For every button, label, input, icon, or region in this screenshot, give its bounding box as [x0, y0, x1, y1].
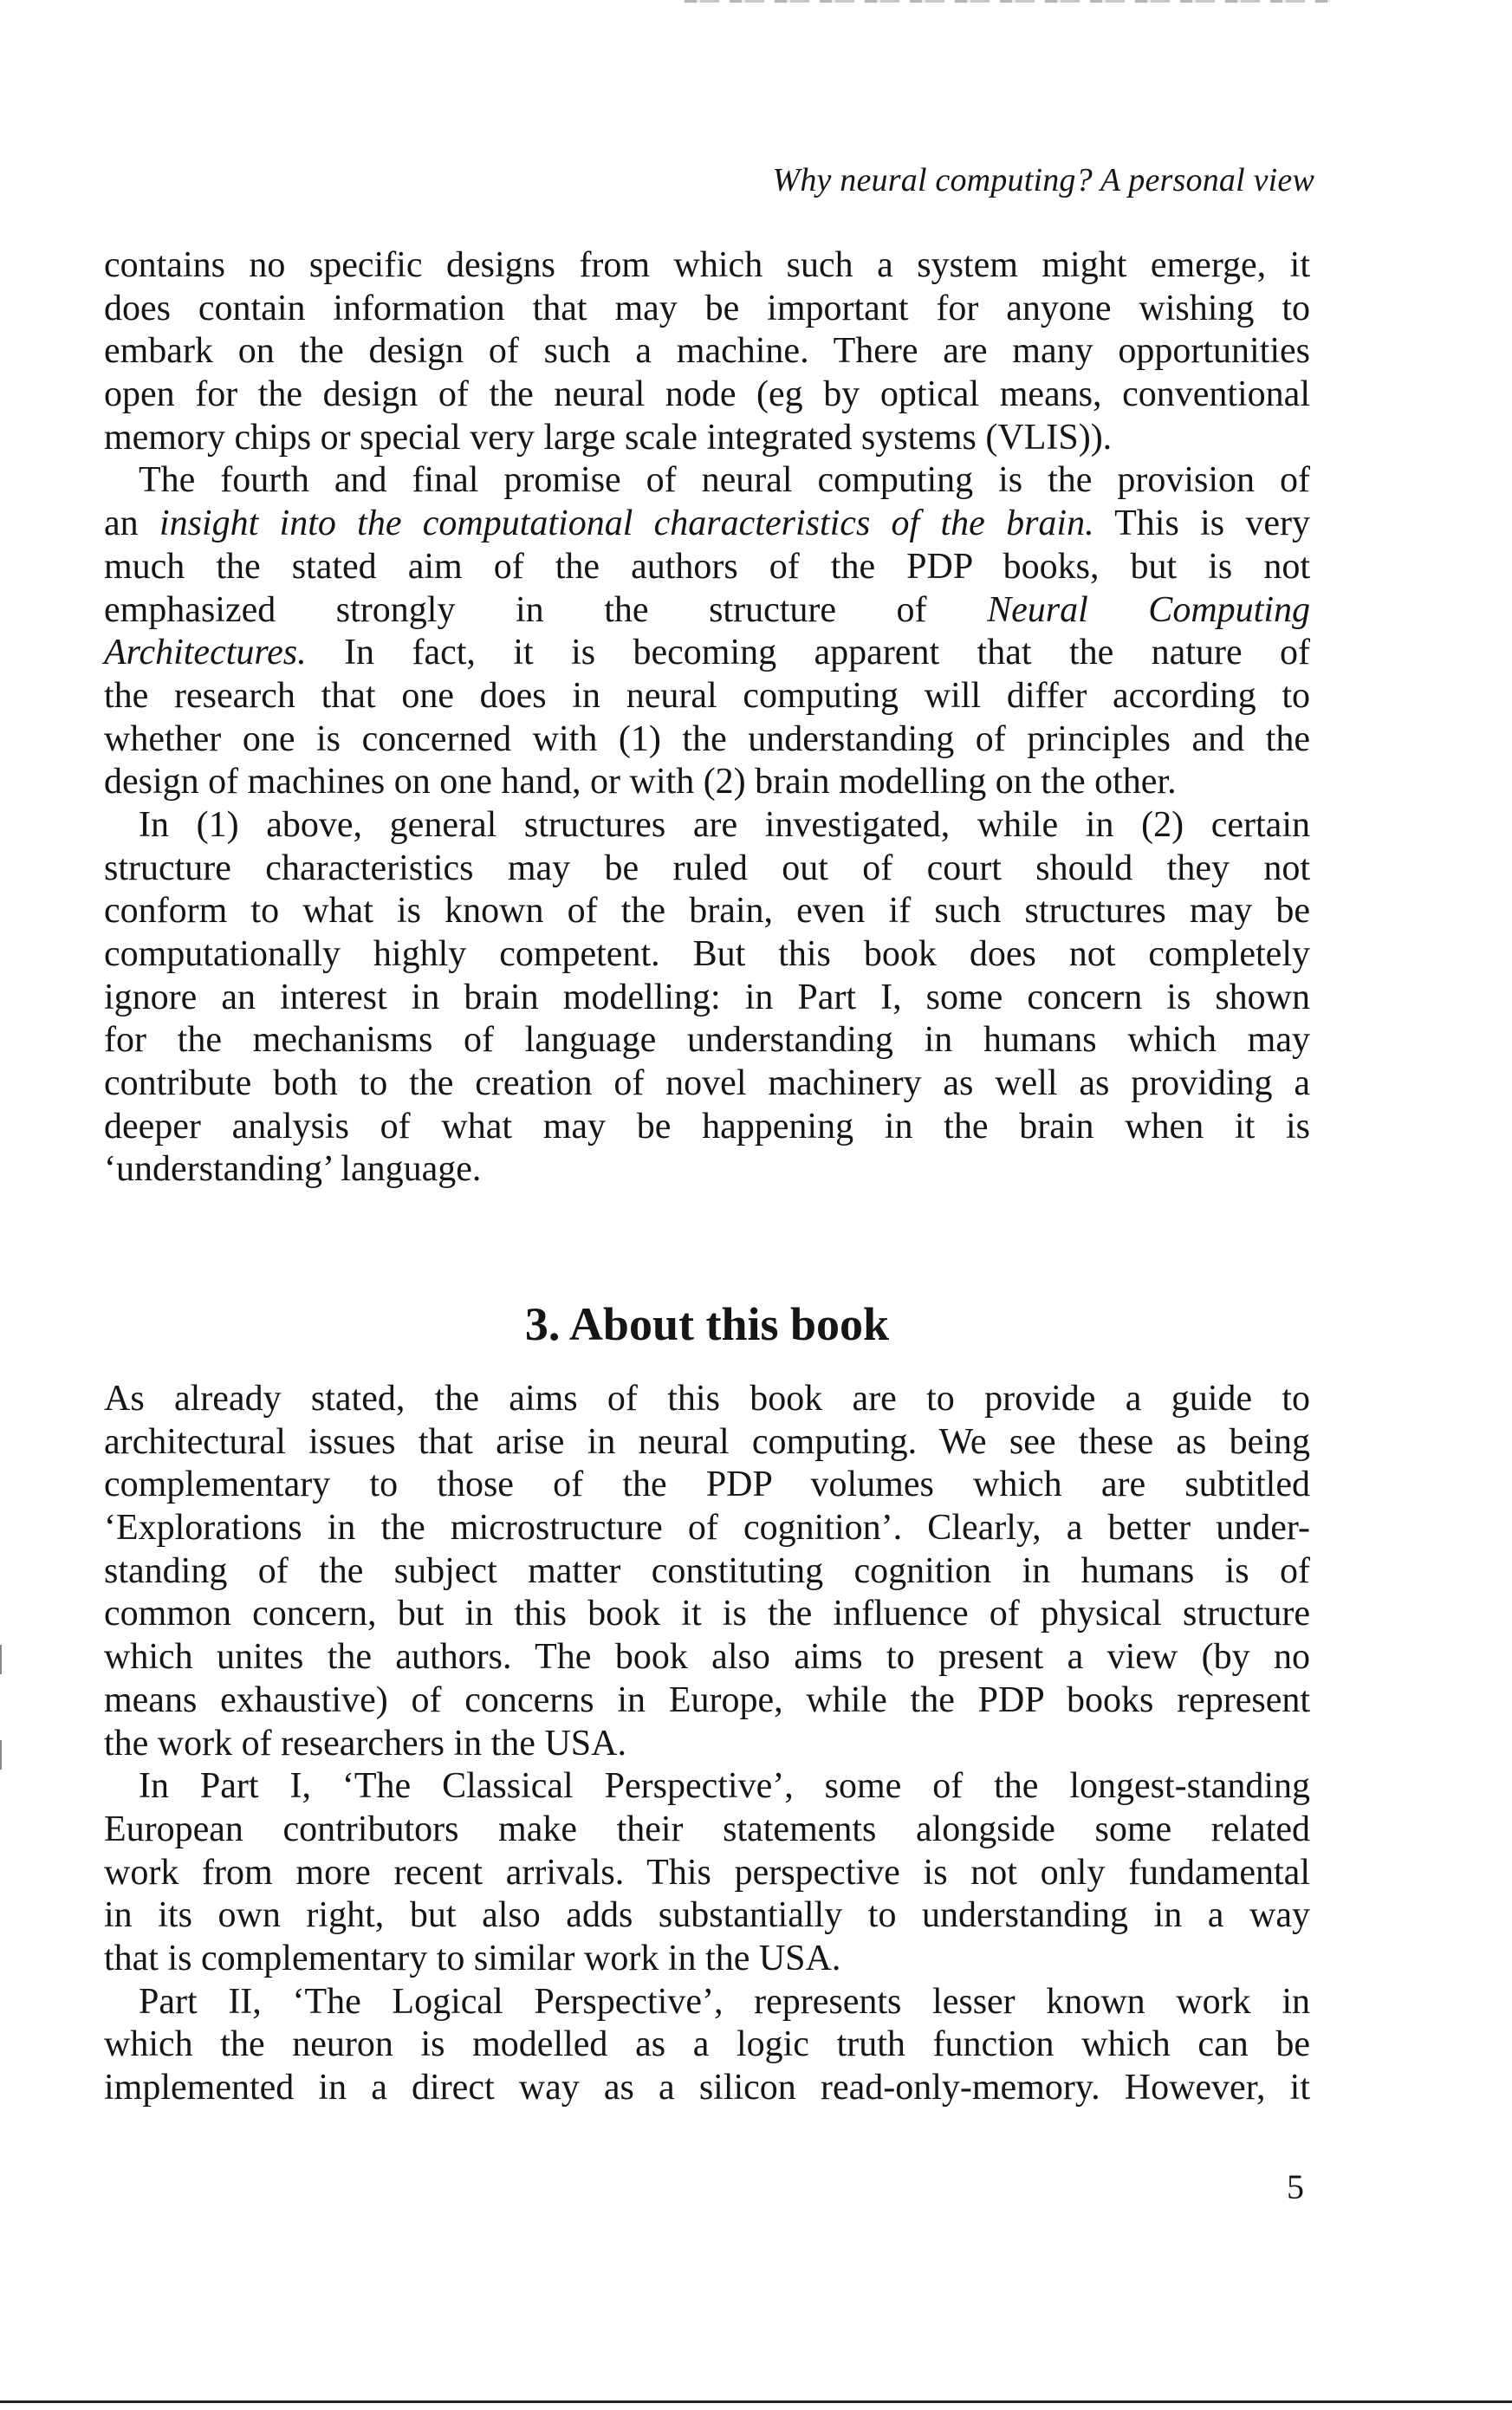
text-segment: In fact, it is becoming apparent that the nature of — [306, 633, 1310, 673]
text-line: work from more recent arrivals. This perspective is not only fundamental — [104, 1852, 1310, 1893]
text-line: whether one is concerned with (1) the understanding of principles and the — [104, 718, 1310, 759]
text-line: complementary to those of the PDP volumes which are subtitled — [104, 1465, 1310, 1505]
text-block-continuation — [104, 244, 1310, 1192]
section-heading: 3. About this book — [524, 1298, 890, 1350]
text-line: for the mechanisms of language understanding in humans which may — [104, 1020, 1310, 1061]
text-line: which the neuron is modelled as a logic truth function which can be — [104, 2024, 1310, 2065]
text-line: much the stated aim of the authors of the PDP books, but is not — [104, 546, 1310, 587]
scan-mark — [0, 1645, 2, 1674]
text-line: the work of researchers in the USA. — [104, 1723, 626, 1764]
text-segment: emphasized strongly in the structure of — [104, 589, 988, 630]
text-line: implemented in a direct way as a silicon read-only-memory. However, it — [104, 2068, 1310, 2108]
text-line: open for the design of the neural node (eg by optical means, conventional — [104, 374, 1310, 415]
page-number: 5 — [1287, 2167, 1304, 2206]
text-line: means exhaustive) of concerns in Europe, while the PDP books represent — [104, 1679, 1310, 1720]
text-line: common concern, but in this book it is the influence of physical structure — [104, 1594, 1310, 1634]
text-line: architectural issues that arise in neural computing. We see these as being — [104, 1421, 1310, 1462]
text-line: does contain information that may be important for anyone wishing to — [104, 288, 1310, 328]
text-line — [104, 589, 1310, 633]
text-line: ‘understanding’ language. — [104, 1149, 482, 1190]
italic-text: insight into the computational characteristics of the brain. — [159, 503, 1094, 544]
text-line: memory chips or special very large scale integrated systems (VLIS)). — [104, 417, 1113, 458]
top-edge-rule — [685, 0, 1330, 3]
text-line: the research that one does in neural computing will differ according to — [104, 675, 1310, 716]
text-segment: This is very — [1093, 503, 1310, 544]
text-line: in its own right, but also adds substantially to understanding in a way — [104, 1895, 1310, 1936]
text-line: conform to what is known of the brain, even if such structures may be — [104, 891, 1310, 932]
text-line: contains no specific designs from which such a system might emerge, it — [104, 245, 1310, 285]
text-line — [104, 503, 1310, 546]
text-line: In Part I, ‘The Classical Perspective’, some of the longest-standing — [139, 1766, 1310, 1807]
running-head: Why neural computing? A personal view — [772, 162, 1314, 198]
text-line: deeper analysis of what may be happening in the brain when it is — [104, 1106, 1310, 1147]
text-line: which unites the authors. The book also aims to present a view (by no — [104, 1637, 1310, 1678]
text-line: ‘Explorations in the microstructure of cognition’. Clearly, a better under- — [104, 1508, 1310, 1549]
text-line: ignore an interest in brain modelling: in Part I, some concern is shown — [104, 977, 1310, 1017]
text-block-about-this-book — [104, 1378, 1310, 2110]
text-segment: an — [104, 503, 159, 544]
scan-mark — [0, 1740, 2, 1770]
text-line — [104, 632, 1310, 675]
text-line: standing of the subject matter constituting cognition in humans is of — [104, 1550, 1310, 1591]
text-line: structure characteristics may be ruled out of court should they not — [104, 848, 1310, 888]
text-line: Part II, ‘The Logical Perspective’, represents lesser known work in — [139, 1981, 1310, 2022]
text-line: contribute both to the creation of novel machinery as well as providing a — [104, 1063, 1310, 1104]
text-line: embark on the design of such a machine. There are many opportunities — [104, 331, 1310, 372]
text-line: computationally highly competent. But this book does not completely — [104, 934, 1310, 974]
text-line: As already stated, the aims of this book are to provide a guide to — [104, 1379, 1310, 1419]
text-line: In (1) above, general structures are investigated, while in (2) certain — [139, 804, 1310, 845]
text-line: design of machines on one hand, or with (2) brain modelling on the other. — [104, 762, 1177, 802]
italic-text: Neural Computing — [987, 589, 1310, 630]
bottom-edge-rule — [0, 2400, 1512, 2403]
italic-text: Architectures. — [104, 633, 307, 673]
text-line: that is complementary to similar work in the USA. — [104, 1938, 841, 1978]
text-line: European contributors make their statements alongside some related — [104, 1809, 1310, 1849]
text-line: The fourth and final promise of neural computing is the provision of — [139, 460, 1310, 501]
